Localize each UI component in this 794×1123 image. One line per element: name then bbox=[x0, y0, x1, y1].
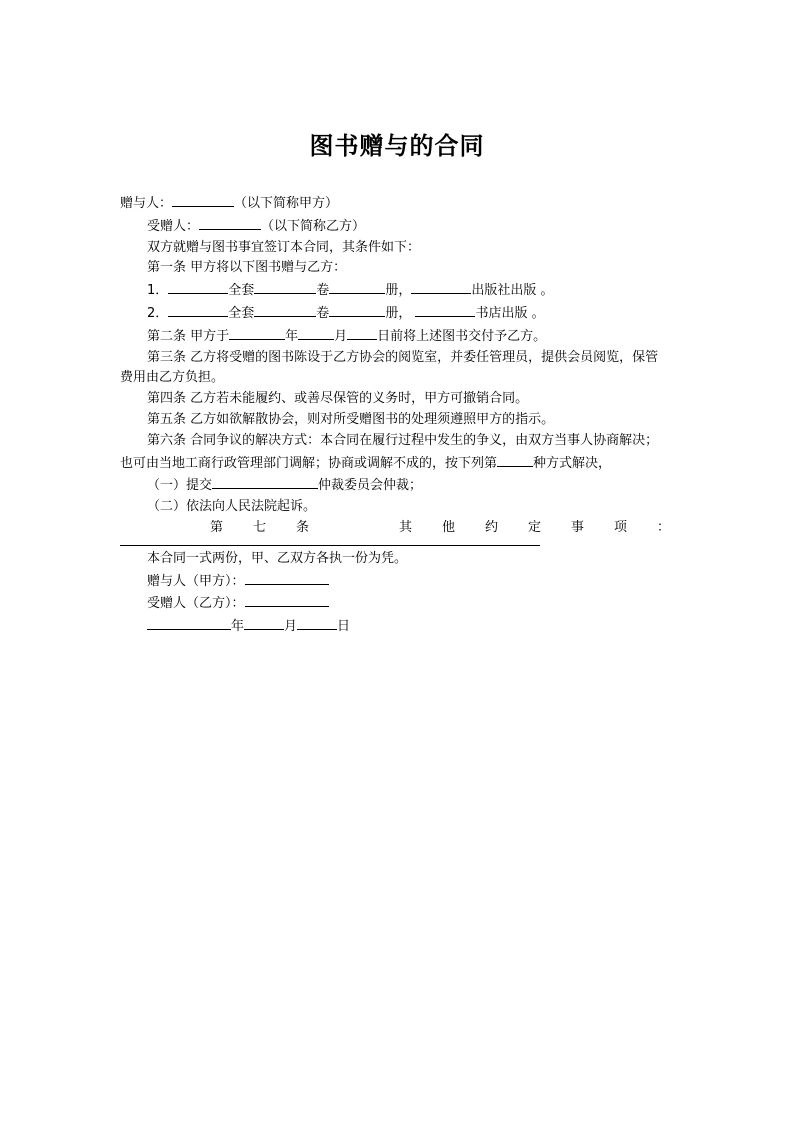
blank bbox=[298, 325, 334, 340]
sign-date bbox=[120, 615, 670, 638]
blank bbox=[415, 302, 475, 317]
item-2 bbox=[120, 302, 670, 325]
article-3: 第三条 乙方将受赠的图书陈设于乙方协会的阅览室，并委任管理员，提供会员阅览，保管费用由乙方负担。 bbox=[120, 349, 659, 386]
document-title: 图书赠与的合同 bbox=[309, 131, 485, 160]
option-1-text-end: 仲裁委员会仲裁； bbox=[318, 478, 423, 494]
item-2-number: 2． bbox=[147, 305, 169, 321]
article-6-text: 第六条 合同争议的解决方式：本合同在履行过程中发生的争义，由双方当事人协商解决；也可由当地工商行政管理部门调解；协商或调解不成的，按下列第 bbox=[120, 432, 659, 471]
article-7-blank-line bbox=[120, 539, 540, 546]
donor-suffix: （以下简称甲方） bbox=[234, 196, 339, 211]
date-day-label: 日 bbox=[337, 619, 351, 635]
blank bbox=[212, 474, 318, 489]
blank bbox=[244, 615, 284, 630]
article-7-char: 事 bbox=[570, 519, 584, 535]
blank bbox=[329, 279, 385, 294]
article-4: 第四条 乙方若未能履约、或善尽保管的义务时，甲方可撤销合同。 bbox=[147, 391, 529, 407]
month-label: 月 bbox=[334, 328, 348, 344]
option-1 bbox=[120, 474, 670, 497]
article-7-char: 第 bbox=[210, 519, 224, 535]
blank bbox=[254, 302, 316, 317]
blank bbox=[245, 592, 329, 607]
article-7-char: 他 bbox=[441, 519, 455, 535]
blank bbox=[168, 302, 228, 317]
article-6 bbox=[120, 431, 670, 475]
copies-label: 册， bbox=[385, 305, 412, 321]
article-5: 第五条 乙方如欲解散协会，则对所受赠图书的处理须遵照甲方的指示。 bbox=[147, 411, 555, 427]
donor-blank bbox=[172, 192, 234, 207]
blank bbox=[329, 302, 385, 317]
option-2: （二）依法向人民法院起诉。 bbox=[147, 499, 317, 515]
intro-line: 双方就赠与图书事宜签订本合同，其条件如下： bbox=[147, 239, 421, 255]
volume-label: 卷 bbox=[316, 283, 330, 299]
donor-label: 赠与人： bbox=[120, 196, 173, 211]
spacer bbox=[339, 518, 369, 539]
article-2-text-end: 日前将上述图书交付予乙方。 bbox=[377, 328, 547, 344]
publisher-label: 出版社出版 。 bbox=[471, 283, 554, 299]
date-month-label: 月 bbox=[284, 619, 298, 635]
year-label: 年 bbox=[285, 328, 299, 344]
article-7-char: 定 bbox=[527, 519, 541, 535]
blank bbox=[254, 279, 316, 294]
article-1: 第一条 甲方将以下图书赠与乙方： bbox=[147, 260, 347, 276]
copies-label: 册， bbox=[385, 283, 412, 299]
blank bbox=[347, 325, 377, 340]
article-7-char: ： bbox=[656, 519, 670, 535]
article-7-char: 项 bbox=[613, 519, 627, 535]
date-year-label: 年 bbox=[231, 619, 245, 635]
item-1 bbox=[120, 279, 670, 302]
set-label: 全套 bbox=[228, 283, 255, 299]
article-7-char: 其 bbox=[398, 519, 412, 535]
volume-label: 卷 bbox=[316, 305, 330, 321]
article-7-char: 约 bbox=[484, 519, 498, 535]
article-7-char: 条 bbox=[296, 519, 310, 535]
donor-line bbox=[120, 192, 670, 215]
article-2-text: 第二条 甲方于 bbox=[147, 328, 230, 344]
article-7-char: 七 bbox=[253, 519, 267, 535]
blank bbox=[168, 279, 228, 294]
bookstore-label: 书店出版 。 bbox=[475, 305, 545, 321]
set-label: 全套 bbox=[228, 305, 255, 321]
donee-label: 受赠人： bbox=[147, 218, 200, 234]
sign-donee-label: 受赠人（乙方）： bbox=[147, 596, 245, 612]
article-2 bbox=[120, 325, 670, 348]
blank bbox=[229, 325, 285, 340]
document-body bbox=[120, 192, 670, 638]
article-6-text-end: 种方式解决， bbox=[533, 455, 612, 471]
item-1-number: 1． bbox=[147, 283, 169, 299]
blank bbox=[497, 452, 533, 467]
sign-donee bbox=[120, 592, 670, 615]
blank bbox=[411, 279, 471, 294]
blank bbox=[245, 570, 329, 585]
sign-donor-label: 赠与人（甲方）： bbox=[147, 573, 245, 589]
donee-line bbox=[120, 215, 670, 238]
option-1-text: （一）提交 bbox=[147, 478, 213, 494]
copies-note: 本合同一式两份，甲、乙双方各执一份为凭。 bbox=[147, 550, 408, 566]
sign-donor bbox=[120, 570, 670, 593]
donee-suffix: （以下简称乙方） bbox=[261, 218, 366, 234]
blank bbox=[297, 615, 337, 630]
blank bbox=[147, 615, 231, 630]
donee-blank bbox=[199, 215, 261, 230]
article-7 bbox=[120, 518, 670, 539]
